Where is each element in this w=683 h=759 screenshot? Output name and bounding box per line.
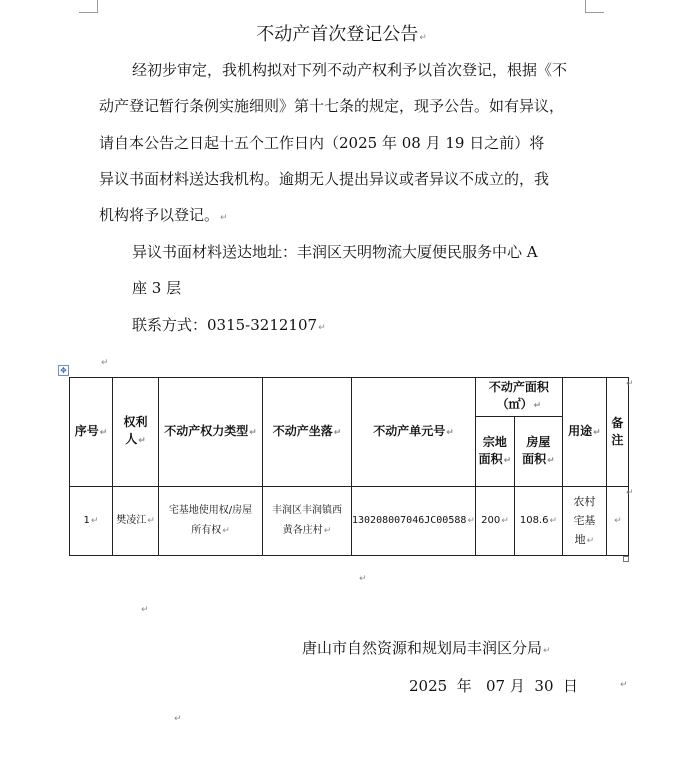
paragraph-mark: ↵ <box>141 605 149 615</box>
cell-right-type: 宅基地使用权/房屋 所有权↵ <box>159 487 263 556</box>
body-line-4: 异议书面材料送达我机构。逾期无人提出异议或者异议不成立的，我 <box>99 170 550 188</box>
cell-location: 丰润区丰润镇西 黄各庄村↵ <box>263 487 352 556</box>
table-header-row <box>70 378 629 417</box>
header-usage: 用途↵ <box>562 378 606 487</box>
cell-land-area: 200↵ <box>475 487 514 556</box>
cell-remark: ↵ <box>606 487 628 556</box>
page-title: 不动产首次登记公告↵ <box>256 24 427 45</box>
cell-usage: 农村 宅基 地↵ <box>562 487 606 556</box>
header-house-area: 房屋 面积↵ <box>514 417 562 487</box>
cell-house-area: 108.6↵ <box>514 487 562 556</box>
table-row <box>70 487 629 556</box>
header-location: 不动产坐落↵ <box>263 378 352 487</box>
address-line-2: 座 3 层 <box>132 279 182 297</box>
contact-line: 联系方式：0315-3212107↵ <box>132 316 326 334</box>
paragraph-mark: ↵ <box>101 358 109 368</box>
cell-unit-no: 130208007046JC00588↵ <box>352 487 476 556</box>
header-land-area: 宗地 面积↵ <box>475 417 514 487</box>
crop-mark-top-right <box>585 0 604 13</box>
body-line-5: 机构将予以登记。↵ <box>99 206 228 224</box>
header-unit-no: 不动产单元号↵ <box>352 378 476 487</box>
body-line-3: 请自本公告之日起十五个工作日内（2025 年 08 月 19 日之前）将 <box>99 134 545 152</box>
table-resize-handle[interactable] <box>623 556 629 562</box>
table-move-handle-icon[interactable]: ✥ <box>58 365 69 376</box>
address-line-1: 异议书面材料送达地址：丰润区天明物流大厦便民服务中心 A <box>132 243 538 261</box>
row-end-mark: ↵ <box>626 379 634 389</box>
header-owner: 权利 人↵ <box>113 378 159 487</box>
cell-owner: 樊凌江↵ <box>113 487 159 556</box>
row-end-mark: ↵ <box>626 488 634 498</box>
signature-date: 2025 年 07 月 30 日 <box>409 677 579 695</box>
paragraph-mark: ↵ <box>174 714 182 724</box>
crop-mark-top-left <box>79 0 98 13</box>
body-line-2: 动产登记暂行条例实施细则》第十七条的规定，现予公告。如有异议， <box>99 97 565 115</box>
header-area: 不动产面积 （㎡）↵ <box>475 378 562 417</box>
paragraph-mark: ↵ <box>620 680 628 690</box>
signature-org: 唐山市自然资源和规划局丰润区分局↵ <box>302 639 551 657</box>
cell-seq: 1↵ <box>70 487 113 556</box>
header-right-type: 不动产权力类型↵ <box>159 378 263 487</box>
body-line-1: 经初步审定，我机构拟对下列不动产权利予以首次登记，根据《不 <box>132 61 568 79</box>
paragraph-mark: ↵ <box>359 574 367 584</box>
header-remark: 备 注 <box>606 378 628 487</box>
header-seq: 序号↵ <box>70 378 113 487</box>
property-table <box>69 377 629 556</box>
